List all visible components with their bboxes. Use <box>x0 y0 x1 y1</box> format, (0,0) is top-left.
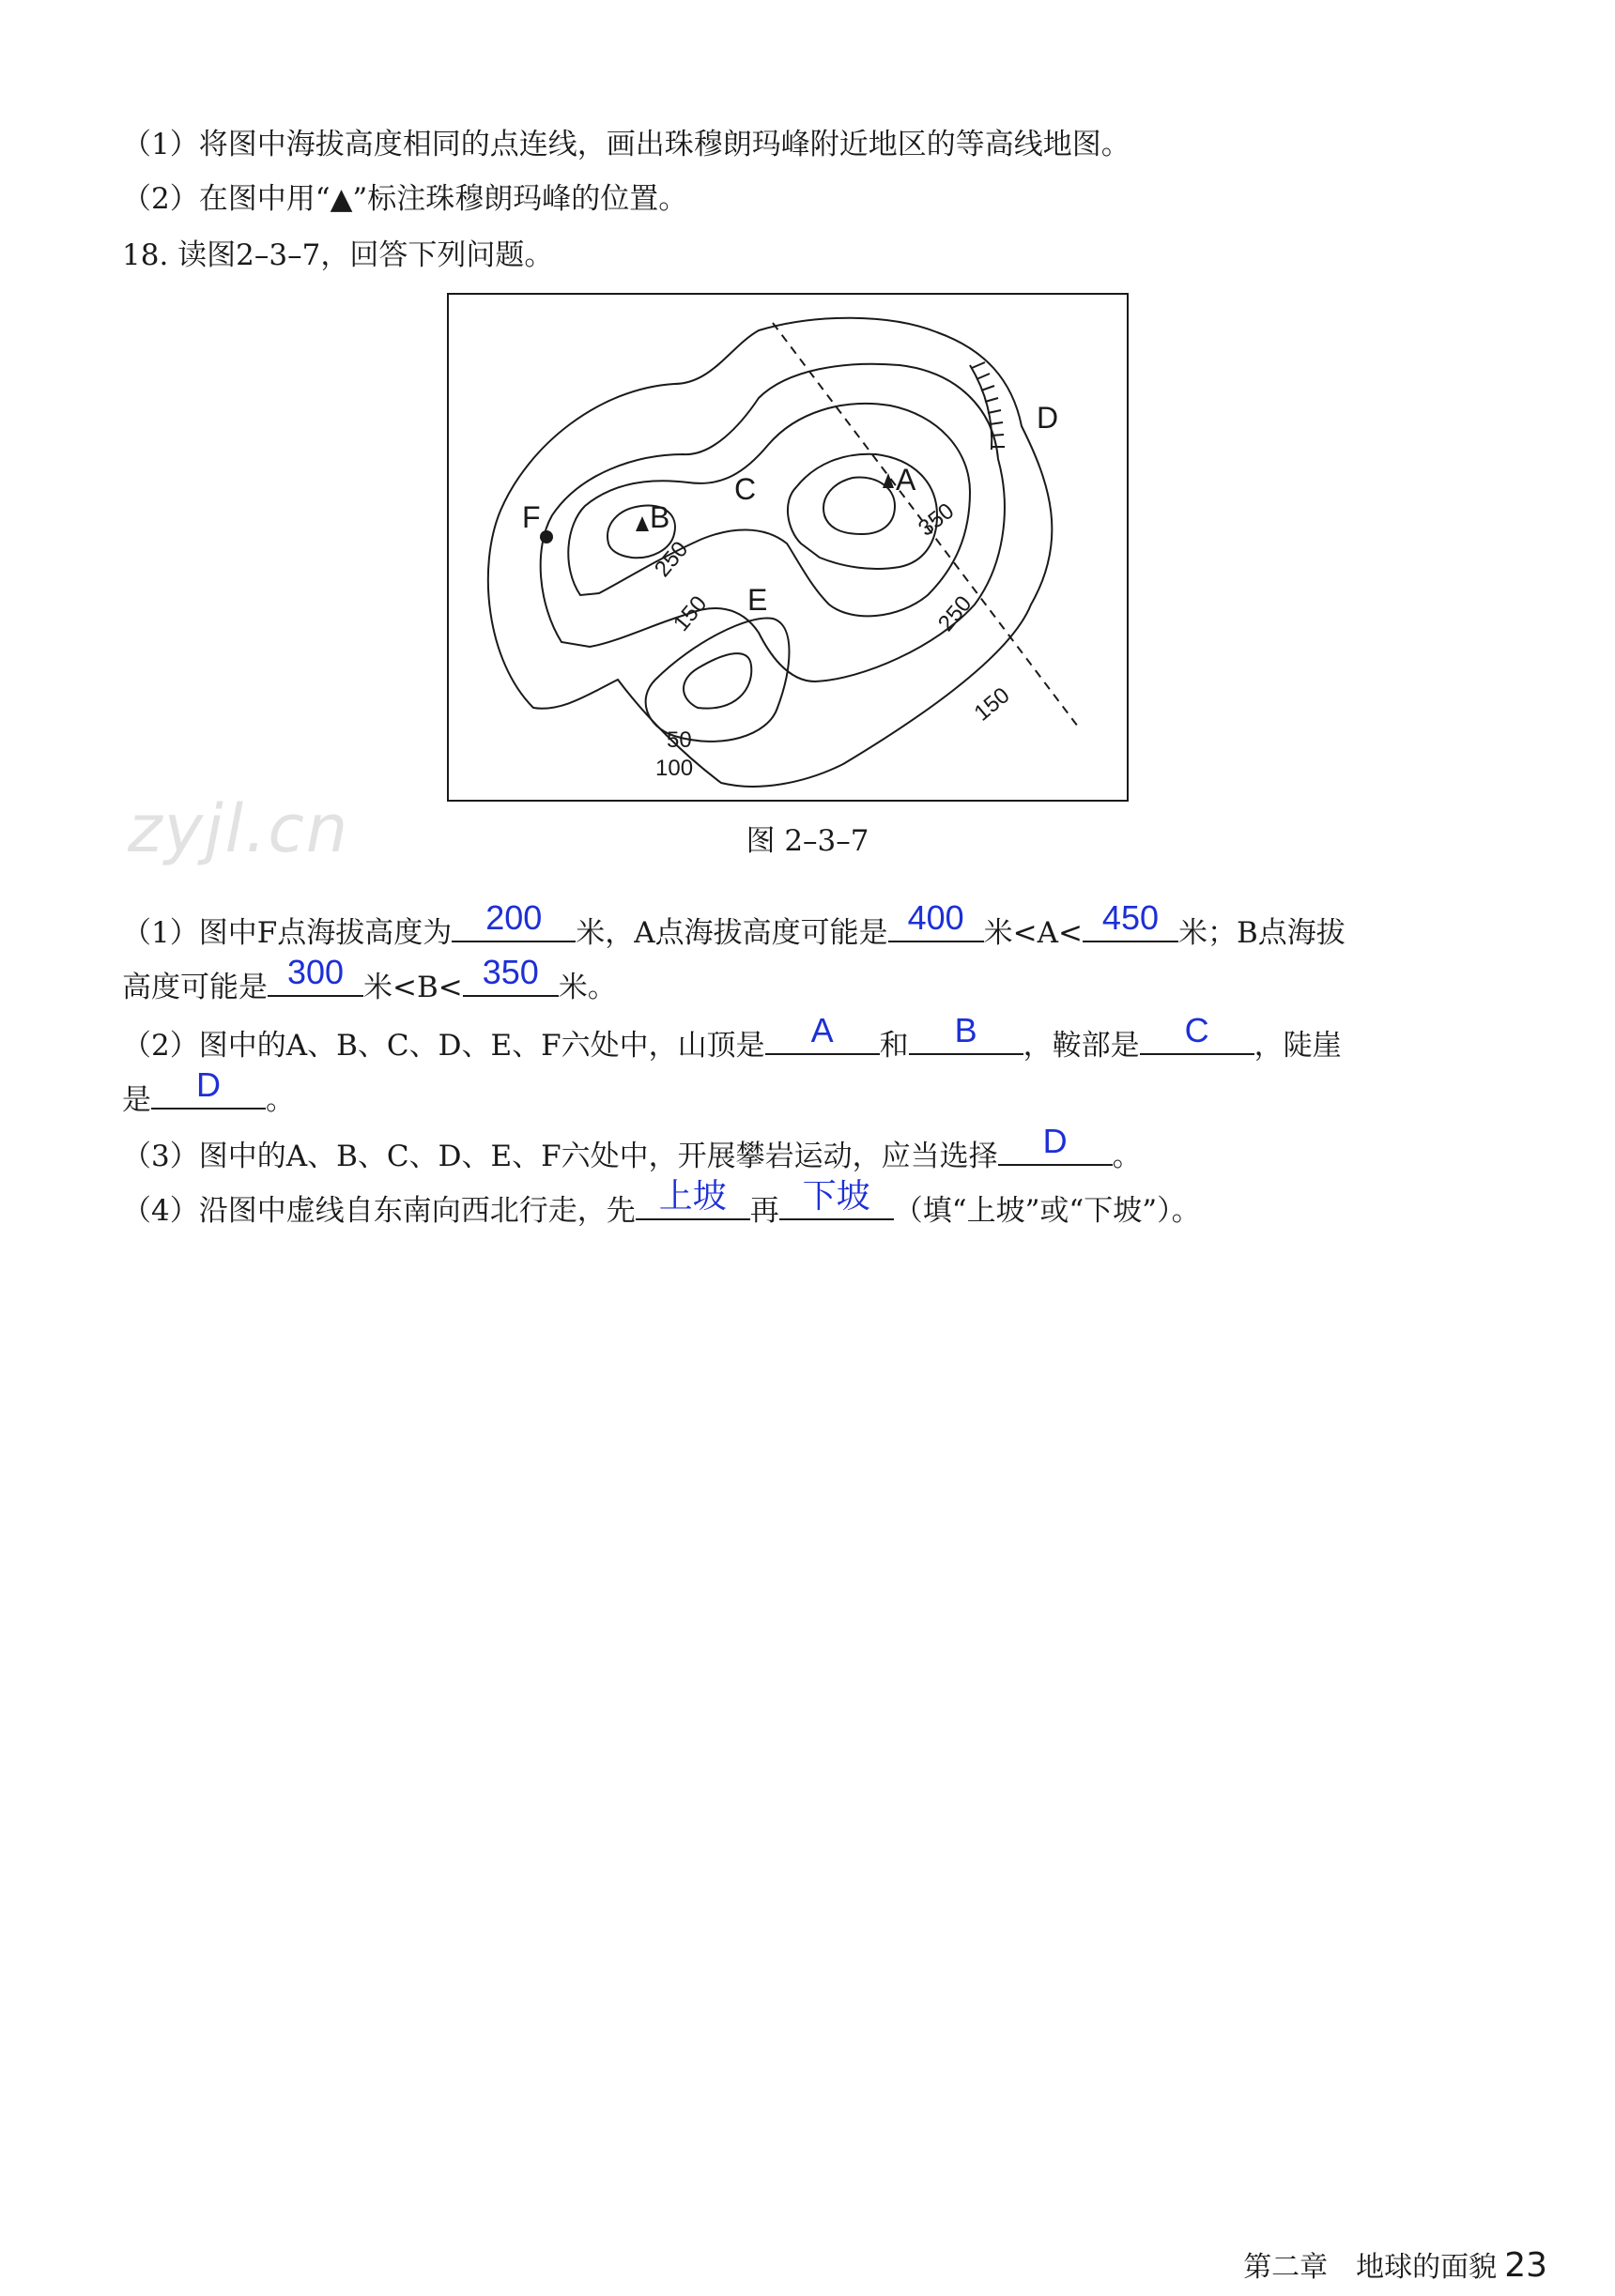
label-c: C <box>734 472 757 506</box>
footer-chapter: 第二章 地球的面貌 <box>1243 2251 1498 2284</box>
answer-blank-peak-2: B <box>909 1025 1023 1055</box>
figure-caption: 图 2–3–7 <box>746 824 869 858</box>
q17-sub1: （1）将图中海拔高度相同的点连线，画出珠穆朗玛峰附近地区的等高线地图。 <box>122 128 1130 161</box>
label-f: F <box>522 500 541 534</box>
page-footer <box>1243 2243 1547 2285</box>
watermark: zyjl.cn <box>128 790 350 867</box>
label-d: D <box>1037 401 1059 435</box>
answer-blank-cliff: D <box>151 1079 266 1110</box>
contour-label-250-left: 250 <box>649 536 694 582</box>
contour-label-150-left: 150 <box>668 590 713 636</box>
label-e: E <box>747 583 768 617</box>
answer-blank-peak-1: A <box>765 1025 880 1055</box>
contour-label-150-right: 150 <box>969 682 1015 727</box>
point-f-dot <box>540 530 553 543</box>
q18-p3: （3）图中的A、B、C、D、E、F六处中，开展攀岩运动，应当选择 D 。 <box>122 1122 1142 1173</box>
label-b: B <box>650 500 670 534</box>
contour-map-svg <box>449 295 1127 800</box>
contour-label-350: 350 <box>914 497 960 542</box>
contour-label-100: 100 <box>655 756 694 781</box>
answer-blank-first-slope: 上坡 <box>636 1190 750 1220</box>
answer-blank-f-height: 200 <box>452 912 576 942</box>
answer-blank-b-max: 350 <box>463 967 559 997</box>
answer-blank-second-slope: 下坡 <box>779 1190 894 1220</box>
answer-blank-saddle: C <box>1140 1025 1254 1055</box>
page-number: 23 <box>1504 2246 1547 2285</box>
contour-label-50: 50 <box>667 727 692 753</box>
peak-b-triangle <box>636 516 649 531</box>
q18-p4: （4）沿图中虚线自东南向西北行走，先 上坡 再 下坡 （填“上坡”或“下坡”）。 <box>122 1176 1201 1228</box>
contour-valley-outer <box>646 618 790 741</box>
label-a: A <box>896 463 916 497</box>
contour-map-figure <box>447 293 1129 802</box>
answer-blank-climbing: D <box>998 1136 1113 1166</box>
q17-sub2: （2）在图中用“▲”标注珠穆朗玛峰的位置。 <box>122 182 688 216</box>
q18-stem: 18. 读图2–3–7，回答下列问题。 <box>122 238 554 272</box>
answer-blank-a-min: 400 <box>888 912 984 942</box>
contour-valley-inner <box>684 653 751 709</box>
answer-blank-a-max: 450 <box>1083 912 1178 942</box>
answer-blank-b-min: 300 <box>268 967 363 997</box>
q18-p2-line2: 是 D 。 <box>122 1065 295 1117</box>
q18-p1-line2: 高度可能是 300 米<B< 350 米。 <box>122 953 617 1004</box>
q18-p2-line1: （2）图中的A、B、C、D、E、F六处中，山顶是 A 和 B ，鞍部是 C ，陡崖 <box>122 1011 1342 1063</box>
q18-p1-line1: （1）图中F点海拔高度为 200 米，A点海拔高度可能是 400 米<A< 450 米；B点海拔 <box>122 898 1346 950</box>
contour-label-250-right: 250 <box>932 590 977 636</box>
